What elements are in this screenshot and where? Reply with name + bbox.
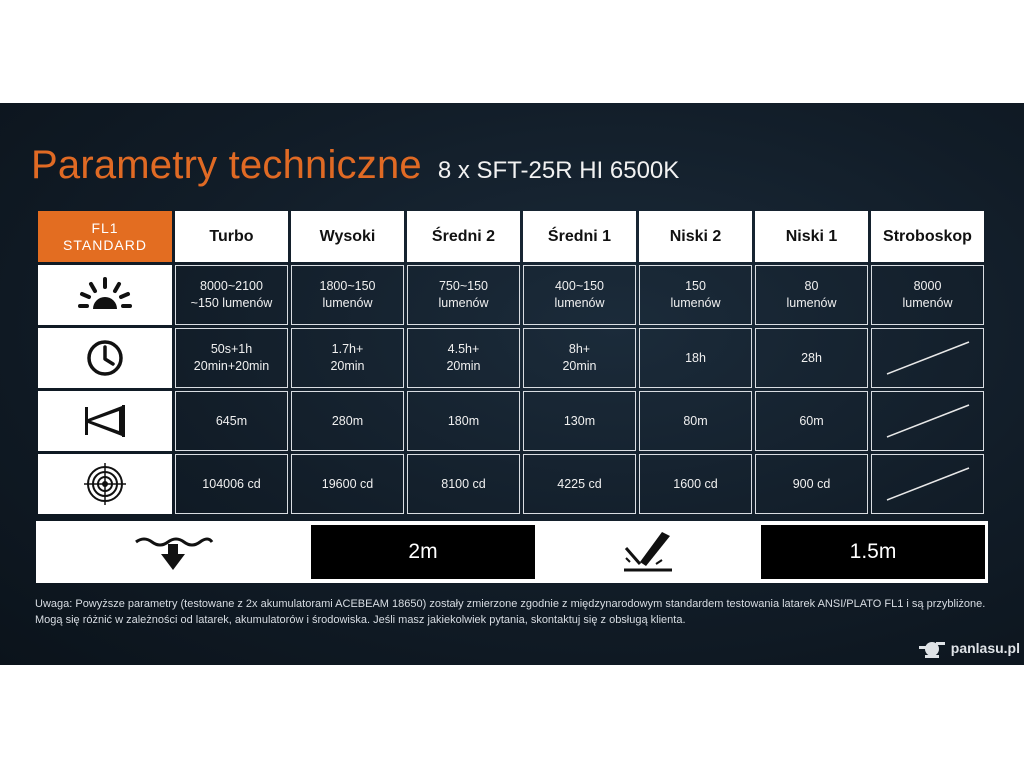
table-row bbox=[38, 454, 984, 514]
not-applicable-cell bbox=[871, 454, 984, 514]
column-header: Stroboskop bbox=[871, 211, 984, 262]
table-header-row bbox=[38, 211, 984, 262]
not-applicable-cell bbox=[871, 391, 984, 451]
column-header: Średni 1 bbox=[523, 211, 636, 262]
waterproof-icon bbox=[36, 521, 311, 583]
table-cell: 1600 cd bbox=[639, 454, 752, 514]
table-cell: 280m bbox=[291, 391, 404, 451]
not-applicable-cell bbox=[871, 328, 984, 388]
impact-value: 1.5m bbox=[761, 525, 985, 579]
table-cell: 180m bbox=[407, 391, 520, 451]
table-cell: 8h+ 20min bbox=[523, 328, 636, 388]
brightness-icon bbox=[38, 265, 172, 325]
rating-bar bbox=[36, 521, 988, 583]
table-cell: 104006 cd bbox=[175, 454, 288, 514]
table-cell: 130m bbox=[523, 391, 636, 451]
table-cell: 80m bbox=[639, 391, 752, 451]
column-header: Wysoki bbox=[291, 211, 404, 262]
column-header: Turbo bbox=[175, 211, 288, 262]
clock-icon bbox=[38, 328, 172, 388]
table-cell: 645m bbox=[175, 391, 288, 451]
table-cell: 900 cd bbox=[755, 454, 868, 514]
table-cell: 8000 lumenów bbox=[871, 265, 984, 325]
table-cell: 4225 cd bbox=[523, 454, 636, 514]
table-cell: 400~150 lumenów bbox=[523, 265, 636, 325]
spec-panel bbox=[0, 103, 1024, 665]
table-cell: 1.7h+ 20min bbox=[291, 328, 404, 388]
table-cell: 18h bbox=[639, 328, 752, 388]
table-row bbox=[38, 328, 984, 388]
badge-line-1: FL1 bbox=[91, 219, 119, 236]
table-cell: 4.5h+ 20min bbox=[407, 328, 520, 388]
table-cell: 150 lumenów bbox=[639, 265, 752, 325]
table-cell: 8100 cd bbox=[407, 454, 520, 514]
impact-resistance-icon bbox=[535, 521, 761, 583]
table-cell: 8000~2100 ~150 lumenów bbox=[175, 265, 288, 325]
brand-logo-icon bbox=[917, 637, 947, 659]
table-row bbox=[38, 391, 984, 451]
column-header: Niski 2 bbox=[639, 211, 752, 262]
table-cell: 1800~150 lumenów bbox=[291, 265, 404, 325]
disclaimer-note: Uwaga: Powyższe parametry (testowane z 2x akumulatorami ACEBEAM 18650) zostały zmierzone zgodnie z międzynarodowym standardem testowania latarek ANSI/PLATO FL1 i są przybliżone. Mogą się różnić w zależności od latarek, akumulatorów i środowiska. Jeśli masz jakiekolwiek pytania, skontaktuj się z obsługą klienta. bbox=[35, 598, 986, 626]
watermark bbox=[917, 637, 1020, 659]
table-cell: 28h bbox=[755, 328, 868, 388]
title-row bbox=[31, 143, 679, 188]
page-title: Parametry techniczne bbox=[31, 143, 422, 187]
target-intensity-icon bbox=[38, 454, 172, 514]
badge-line-2: STANDARD bbox=[63, 236, 147, 253]
table-cell: 60m bbox=[755, 391, 868, 451]
table-cell: 19600 cd bbox=[291, 454, 404, 514]
column-header: Niski 1 bbox=[755, 211, 868, 262]
table-row bbox=[38, 265, 984, 325]
fl1-standard-badge bbox=[38, 211, 172, 262]
column-header: Średni 2 bbox=[407, 211, 520, 262]
page-subtitle: 8 x SFT-25R HI 6500K bbox=[437, 157, 680, 184]
spec-table bbox=[35, 208, 987, 517]
beam-distance-icon bbox=[38, 391, 172, 451]
watermark-text: panlasu.pl bbox=[950, 640, 1020, 656]
table-cell: 80 lumenów bbox=[755, 265, 868, 325]
waterproof-value: 2m bbox=[311, 525, 535, 579]
table-cell: 50s+1h 20min+20min bbox=[175, 328, 288, 388]
table-cell: 750~150 lumenów bbox=[407, 265, 520, 325]
